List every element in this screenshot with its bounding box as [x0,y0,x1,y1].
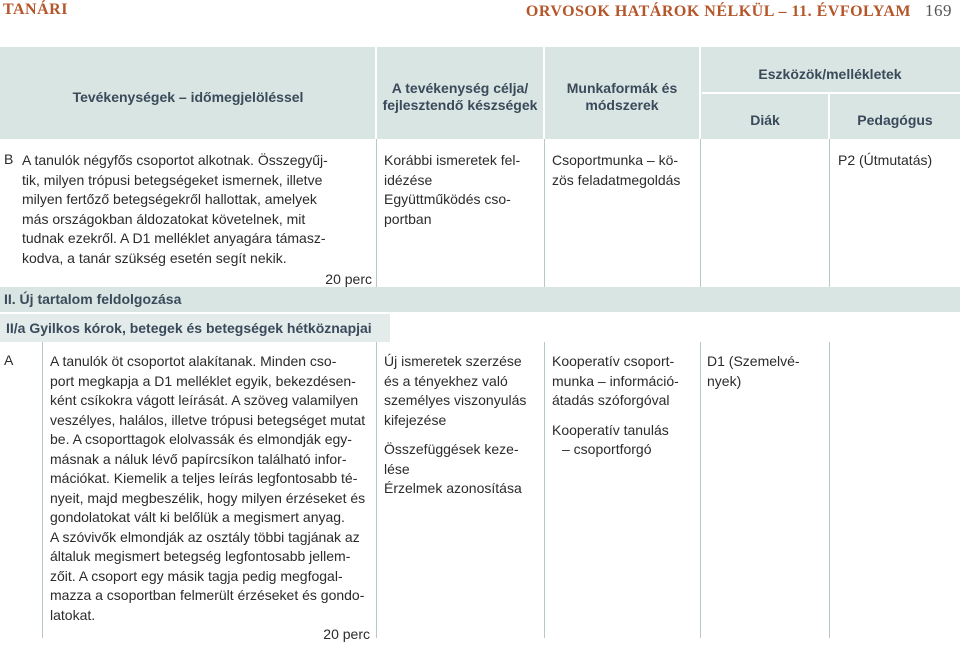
text-line: kodva, a tanár szükség esetén segít nekik. [22,249,287,266]
text-line: általuk megismert betegség legfontosabb jellem- [50,548,351,564]
section-label: TANÁRI [3,1,68,18]
header-divider [699,47,701,139]
row-letter: B [4,151,14,167]
page-number: 169 [925,1,952,20]
section-title: II. Új tartalom feldolgozása [4,291,182,307]
text-line: Kooperatív csoport- [552,353,675,369]
text-line: ként csíkokra vágott leírását. A szöveg valamilyen [50,392,359,408]
table-row-b [0,139,960,287]
text-line: és a tényekhez való [384,372,508,389]
subsection-title: II/a Gyilkos kórok, betegek és betegségek hétköznapjai [6,320,372,336]
text-line: A tanulók öt csoportot alakítanak. Minden cso- [50,353,337,369]
time-label: 20 perc [325,271,372,287]
column-divider [42,342,43,638]
text-line: Összefüggések keze- [384,441,519,457]
header-tools-label: Eszközök/mellékletek [758,66,902,82]
running-header [0,0,960,22]
column-divider [700,342,701,638]
text-line: másnak a náluk lévő papírcsíkon található infor- [50,450,347,467]
text-line: gondolatokat vált ki belőlük a megismert anyag. [50,509,345,525]
time-label: 20 perc [323,626,370,642]
header-methods-line2: módszerek [585,97,659,113]
header-divider [828,94,830,139]
text-line: A tanulók négyfős csoportot alkotnak. Összegyűj- [22,152,328,168]
header-activities [0,47,376,139]
book-title: ORVOSOK HATÁROK NÉLKÜL – 11. ÉVFOLYAM [525,3,911,20]
header-tools-student: Diák [750,112,780,128]
text-line: tudnak ezekről. A D1 melléklet anyagára támasz- [22,230,326,246]
methods-cell [552,352,692,460]
text-line: latokat. [50,606,96,623]
header-subdivider [702,92,960,94]
header-methods-line1: Munkaformák és [566,80,678,96]
activity-cell [22,151,372,290]
text-line: tik, milyen trópusi betegségeket ismernek, illetve [22,171,323,188]
column-divider [376,342,377,638]
text-line: munka – információ- [552,372,679,389]
book-title-and-page [526,1,952,21]
text-line: A szóvivők elmondják az osztály többi tagjának az [50,528,360,545]
text-line: más országokban áldozatokat követelnek, mit [22,210,306,227]
band-filler [390,314,960,342]
text-line: portban [384,210,432,227]
column-divider [829,139,830,287]
row-letter: A [4,352,14,368]
header-goals [376,47,544,139]
text-line: port megkapja a D1 melléklet egyik, bekezdésen- [50,372,356,389]
column-divider [829,342,830,638]
text-line: lése [384,460,410,477]
teacher-tools-cell: P2 (Útmutatás) [838,152,933,168]
text-line: zös feladatmegoldás [552,171,681,188]
header-divider [375,47,377,139]
column-divider [376,139,377,287]
text-line: – csoportforgó [562,441,652,457]
section-band [0,287,960,312]
text-line: Együttműködés cso- [384,191,511,207]
text-line: Csoportmunka – kö- [552,152,679,168]
text-line: be. A csoporttagok elolvassák és elmondják egy- [50,431,352,447]
text-line: nyeit, majd megbeszélik, hogy milyen érzéseket és [50,489,366,506]
column-divider [544,139,545,287]
methods-cell [552,151,692,190]
text-line: D1 (Szemelvé- [707,353,800,369]
text-line: átadás szóforgóval [552,392,670,408]
header-activities-label: Tevékenységek – időmegjelöléssel [72,89,304,105]
text-line: Korábbi ismeretek fel- [384,152,521,168]
text-line: veszélyes, halálos, illetve trópusi betegséget mutat [50,411,366,428]
header-goals-line1: A tevékenység célja/ [391,80,529,96]
header-methods [544,47,700,139]
text-line: személyes viszonyulás [384,392,527,408]
column-divider [700,139,701,287]
activity-cell [50,352,370,645]
header-divider [543,47,545,139]
text-line: Érzelmek azonosítása [384,480,522,496]
column-divider [544,342,545,638]
goals-cell [384,352,534,499]
subsection-band [0,314,960,342]
text-line: Új ismeretek szerzése [384,353,522,369]
header-goals-line2: fejlesztendő készségek [382,97,538,113]
text-line: kifejezése [384,411,447,428]
goals-cell [384,151,534,229]
text-line: zőit. A csoport egy másik tagja pedig megfogal- [50,567,343,584]
text-line: nyek) [707,372,742,389]
student-tools-cell [707,352,825,391]
text-line: idézése [384,171,433,188]
header-tools-teacher: Pedagógus [857,112,933,128]
text-line: Kooperatív tanulás [552,421,669,438]
text-line: mazza a csoportban felmerült érzéseket és gondo- [50,587,365,603]
text-line: milyen fertőző betegségekről hallottak, amelyek [22,191,317,207]
text-line: mációkat. Kiemelik a teljes leírás legfontosabb té- [50,470,358,486]
